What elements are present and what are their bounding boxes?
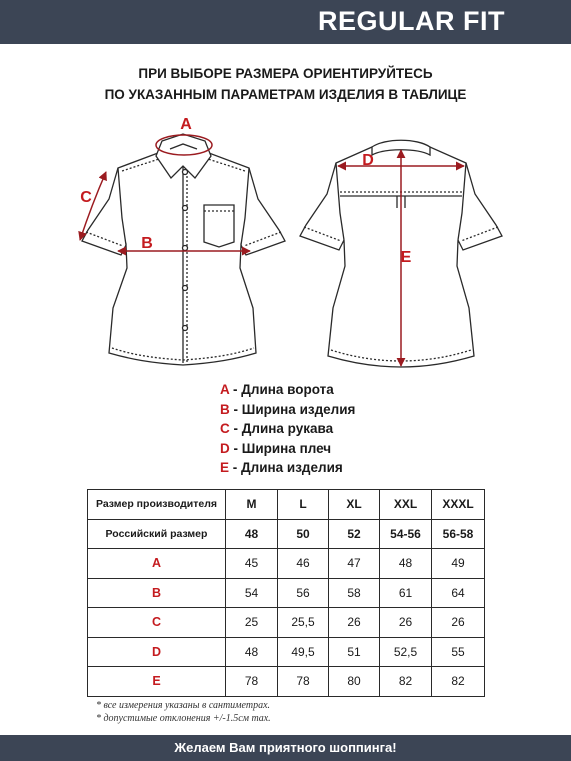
table-row-russian [88,519,485,549]
table-row [88,608,485,638]
row-label: C [88,608,226,638]
row-label: B [88,578,226,608]
table-cell: 49,5 [278,637,329,667]
table-cell: 26 [380,608,432,638]
table-cell: 26 [432,608,485,638]
legend-text: - Ширина плеч [229,440,332,456]
table-cell: 82 [380,667,432,697]
fit-title: REGULAR FIT [318,6,505,36]
row-label: D [88,637,226,667]
footer-bar [0,735,571,761]
legend-letter: D [220,440,230,456]
legend-item-c [220,421,420,441]
table-cell: 51 [329,637,380,667]
table-cell: 45 [226,549,278,579]
label-a: A [180,116,192,133]
table-cell: XXXL [432,490,485,520]
header-bar [0,0,571,44]
row-label: Размер производителя [88,490,226,520]
table-cell: L [278,490,329,520]
legend-letter: B [220,401,230,417]
table-cell: 80 [329,667,380,697]
size-table [87,489,485,697]
table-cell: 54 [226,578,278,608]
legend-item-d [220,441,420,461]
table-cell: 82 [432,667,485,697]
label-e: E [400,249,412,266]
legend-text: - Длина изделия [229,460,343,476]
table-cell: 48 [226,637,278,667]
table-cell: M [226,490,278,520]
table-cell: 55 [432,637,485,667]
table-cell: 61 [380,578,432,608]
shirt-diagram [0,108,571,383]
table-cell: 52,5 [380,637,432,667]
table-row [88,549,485,579]
row-label: E [88,667,226,697]
table-cell: 49 [432,549,485,579]
label-c: C [80,189,92,206]
legend-text: - Ширина изделия [229,401,356,417]
table-cell: 58 [329,578,380,608]
label-b: B [141,235,153,252]
table-cell: 46 [278,549,329,579]
footnote-tolerance: * допустимые отклонения +/-1.5см max. [96,713,271,724]
table-row [88,667,485,697]
table-cell: 64 [432,578,485,608]
table-cell: 78 [278,667,329,697]
footnote-units: * все измерения указаны в сантиметрах. [96,700,271,711]
table-cell: 47 [329,549,380,579]
table-cell: 48 [226,519,278,549]
instruction-line-2: ПО УКАЗАННЫМ ПАРАМЕТРАМ ИЗДЕЛИЯ В ТАБЛИЦЕ [104,87,467,102]
legend-letter: A [220,382,230,397]
legend-item-b [220,402,420,422]
table-cell: 52 [329,519,380,549]
table-row-manufacturer [88,490,485,520]
table-cell: XXL [380,490,432,520]
table-cell: 25,5 [278,608,329,638]
table-cell: 50 [278,519,329,549]
table-cell: 25 [226,608,278,638]
table-cell: XL [329,490,380,520]
table-cell: 56-58 [432,519,485,549]
legend-item-e [220,460,420,480]
instruction-line-1: ПРИ ВЫБОРЕ РАЗМЕРА ОРИЕНТИРУЙТЕСЬ [138,66,433,81]
table-cell: 54-56 [380,519,432,549]
legend-text: - Длина рукава [229,421,334,437]
legend-letter: E [220,460,230,476]
label-d: D [362,152,374,169]
legend-letter: C [220,421,230,437]
front-shirt-drawing [82,134,285,365]
legend-item-a [220,382,420,402]
table-row [88,637,485,667]
table-cell: 48 [380,549,432,579]
table-cell: 26 [329,608,380,638]
table-cell: 78 [226,667,278,697]
row-label: Российский размер [88,519,226,549]
row-label: A [88,549,226,579]
legend-text: - Длина ворота [229,382,334,397]
measurement-legend [220,382,420,480]
table-row [88,578,485,608]
table-cell: 56 [278,578,329,608]
footer-text: Желаем Вам приятного шоппинга! [174,740,397,755]
